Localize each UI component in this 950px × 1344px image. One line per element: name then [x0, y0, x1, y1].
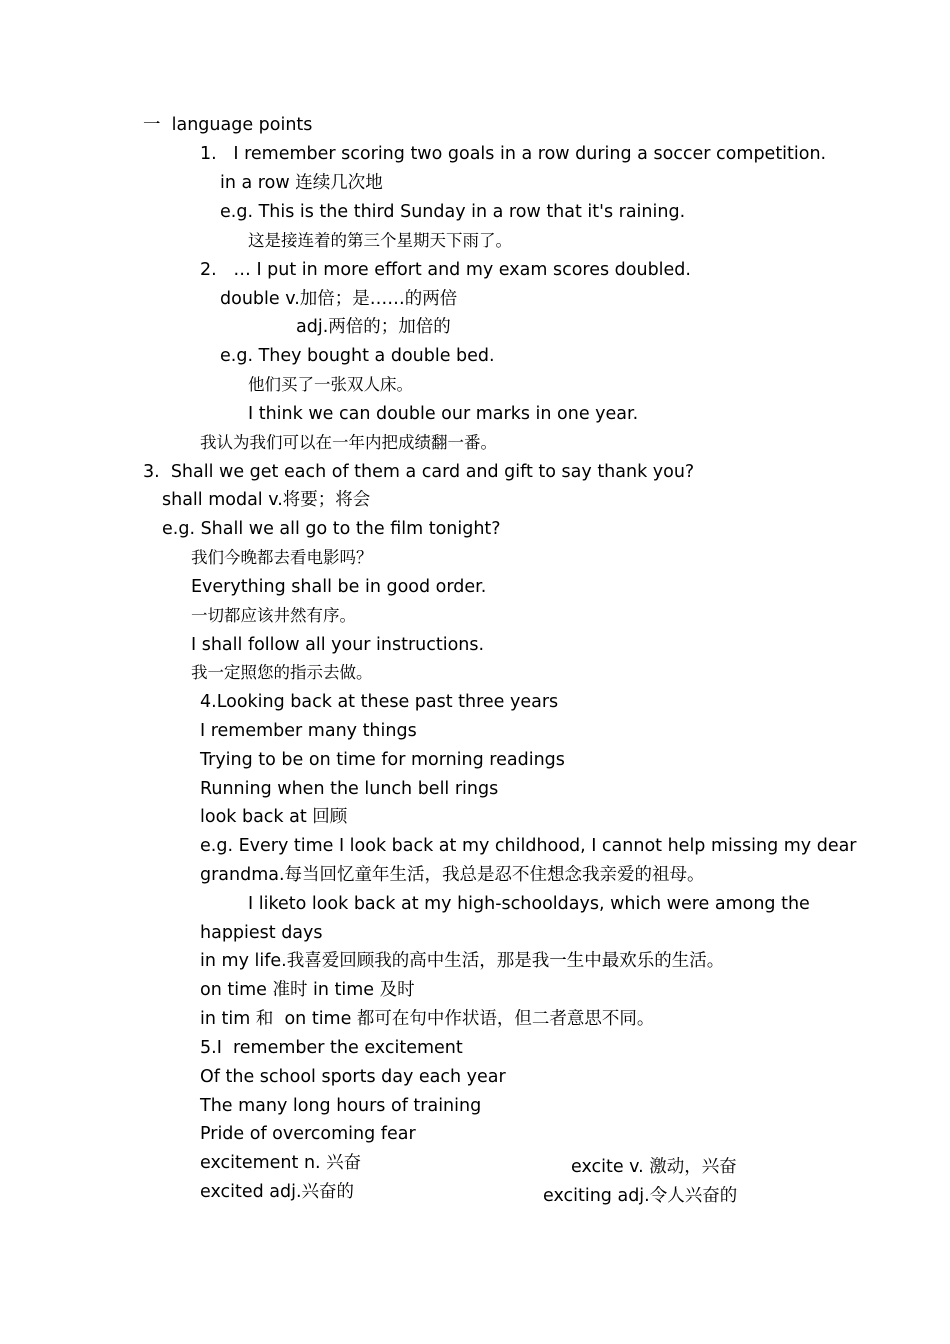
- example-sentence: I think we can double our marks in one year.: [248, 404, 639, 424]
- example-sentence: I shall follow all your instructions.: [191, 635, 485, 655]
- poem-line: Pride of overcoming fear: [200, 1124, 416, 1144]
- example-sentence: e.g. Shall we all go to the film tonight?: [162, 519, 501, 539]
- word-definition: shall modal v.将要；将会: [162, 490, 371, 510]
- example-translation: 一切都应该井然有序。: [191, 606, 356, 625]
- example-sentence: I liketo look back at my high-schooldays, which were among the: [248, 894, 810, 914]
- point-3-sentence: 3. Shall we get each of them a card and gift to say thank you?: [143, 462, 695, 482]
- example-sentence: grandma.每当回忆童年生活，我总是忍不住想念我亲爱的祖母。: [200, 865, 705, 885]
- example-translation: 我认为我们可以在一年内把成绩翻一番。: [200, 433, 497, 452]
- example-sentence: happiest days: [200, 923, 323, 943]
- point-2-sentence: 2. … I put in more effort and my exam scores doubled.: [200, 260, 691, 280]
- word-definition: adj.两倍的；加倍的: [296, 317, 451, 337]
- example-translation: 这是接连着的第三个星期天下雨了。: [248, 231, 512, 250]
- example-translation: 我一定照您的指示去做。: [191, 663, 373, 682]
- poem-line: Running when the lunch bell rings: [200, 779, 499, 799]
- point-5-sentence: 5.I remember the excitement: [200, 1038, 463, 1058]
- point-1-sentence: 1. I remember scoring two goals in a row during a soccer competition.: [200, 144, 827, 164]
- usage-note: in tim 和 on time 都可在句中作状语，但二者意思不同。: [200, 1009, 655, 1029]
- poem-line: The many long hours of training: [200, 1096, 482, 1116]
- poem-line: I remember many things: [200, 721, 417, 741]
- poem-line: Of the school sports day each year: [200, 1067, 506, 1087]
- poem-line: Trying to be on time for morning readings: [200, 750, 565, 770]
- example-sentence: e.g. Every time I look back at my childhood, I cannot help missing my dear: [200, 836, 857, 856]
- example-translation: 他们买了一张双人床。: [248, 375, 413, 394]
- point-4-sentence: 4.Looking back at these past three years: [200, 692, 559, 712]
- phrase-definition: on time 准时 in time 及时: [200, 980, 415, 1000]
- example-translation: 我们今晚都去看电影吗？: [191, 548, 373, 567]
- word-definition: excitement n. 兴奋: [200, 1153, 362, 1173]
- example-sentence: e.g. They bought a double bed.: [220, 346, 495, 366]
- word-definition: excited adj.兴奋的: [200, 1182, 355, 1202]
- example-sentence: Everything shall be in good order.: [191, 577, 487, 597]
- phrase-definition: in a row 连续几次地: [220, 173, 383, 193]
- word-definition: double v.加倍；是……的两倍: [220, 289, 458, 309]
- word-definition: exciting adj.令人兴奋的: [543, 1186, 738, 1206]
- section-heading: 一 language points: [143, 115, 313, 135]
- example-sentence: in my life.我喜爱回顾我的高中生活，那是我一生中最欢乐的生活。: [200, 951, 725, 971]
- phrase-definition: look back at 回顾: [200, 807, 348, 827]
- word-definition: excite v. 激动，兴奋: [571, 1157, 737, 1177]
- example-sentence: e.g. This is the third Sunday in a row that it's raining.: [220, 202, 686, 222]
